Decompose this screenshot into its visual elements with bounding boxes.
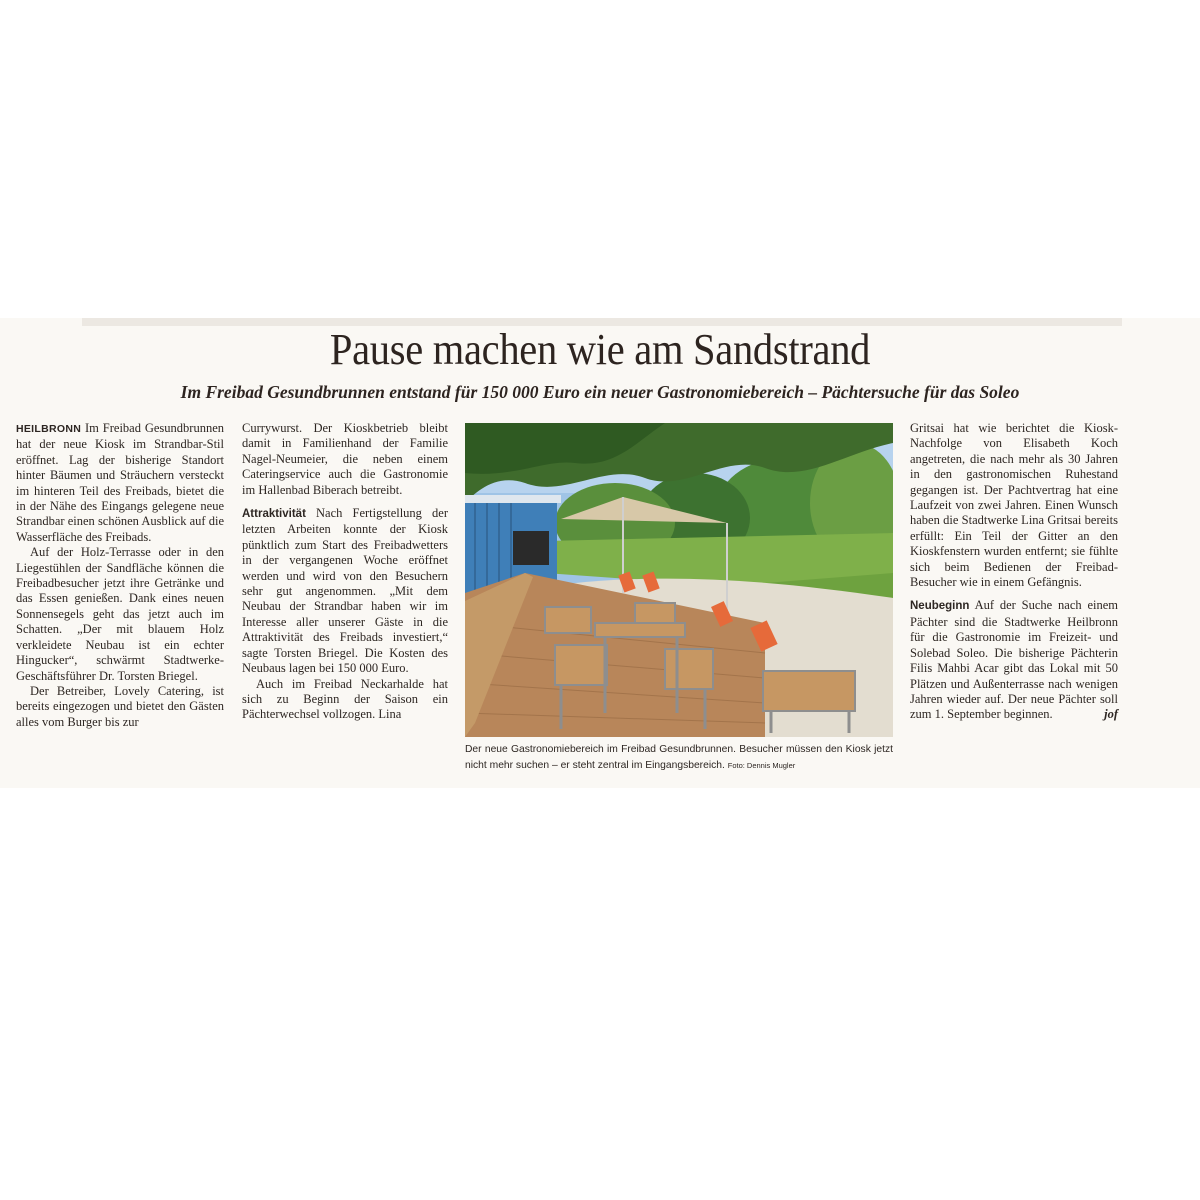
photo-caption <box>465 742 893 774</box>
photo-credit: Foto: Dennis Mugler <box>727 761 796 770</box>
caption-text: Der neue Gastronomiebereich im Freibad Gesundbrunnen. Besucher müssen den Kiosk jetzt nicht mehr suchen – er steht zentral im Eingangsbereich. <box>465 744 893 771</box>
section-text: Auf der Suche nach einem Pächter sind die Stadtwerke Heilbronn für die Gastronomie im Freizeit- und Solebad Soleo. Die bisherige Pächterin Filis Mahbi Acar gibt das Lokal mit 50 Plätzen und Außenterrasse nach wenigen Jahren wieder auf. Der neue Pächter soll zum 1. September beginnen. <box>910 598 1119 722</box>
section-title: Attraktivität <box>242 508 306 521</box>
paragraph <box>16 421 224 545</box>
article-column-4 <box>910 421 1118 723</box>
paragraph: Auch im Freibad Neckarhalde hat sich zu Beginn der Saison ein Pächterwechsel vollzogen. Lina <box>242 676 448 722</box>
paragraph: Gritsai hat wie berichtet die Kiosk-Nachfolge von Elisabeth Koch angetreten, die nach mehr als 30 Jahren in den gastronomischen Ruhestand gegangen ist. Der Pachtvertrag hat eine Laufzeit von zwei Jahren. Einen Wunsch haben die Stadtwerke Lina Gritsai bereits erfüllt: Ein Teil der Gitter an den Kioskfenstern wurden entfernt; sie fühlte sich beim Bedienen der Freibad-Besucher wie in einem Gefängnis. <box>910 421 1118 590</box>
dateline: HEILBRONN <box>16 423 82 435</box>
paragraph-text: Im Freibad Gesundbrunnen hat der neue Kiosk im Strandbar-Stil eröffnet. Lag der bisherige Standort hinter Bäumen und Sträuchern versteckt im hinteren Teil des Freibads, bietet die in der Nähe des Eingangs gelegene neue Strandbar einen schönen Ausblick auf die Wasserfläche des Freibads. <box>16 421 224 544</box>
section-title: Neubeginn <box>910 600 970 613</box>
paragraph: Auf der Holz-Terrasse oder in den Liegestühlen der Sandfläche können die Freibadbesucher jetzt ihre Getränke und das Essen genießen. Dank eines neuen Sonnensegels geht das jetzt auch im Schatten. „Der mit blauem Holz verkleidete Neubau ist ein echter Hingucker“, schwärmt Stadtwerke-Geschäftsführer Dr. Torsten Briegel. <box>16 545 224 683</box>
author-initials: jof <box>1104 707 1118 722</box>
section-text: Nach Fertigstellung der letzten Arbeiten konnte der Kiosk pünktlich zum Start des Freibadwetters in der vergangenen Woche eröffnet werden und wird von den Besuchern sehr gut angenommen. „Mit dem Neubau der Strandbar haben wir im Interesse aller unserer Gäste in die Attraktivität des Freibads investiert,“ sagte Torsten Briegel. Die Kosten des Neubaus lagen bei 150 000 Euro. <box>242 506 448 676</box>
paragraph: Der Betreiber, Lovely Catering, ist bereits eingezogen und bietet den Gästen alles vom Burger bis zur <box>16 683 224 729</box>
newspaper-clipping <box>0 318 1200 788</box>
article-column-1 <box>16 421 224 730</box>
section-paragraph <box>910 598 1118 722</box>
photo-illustration <box>465 423 893 737</box>
article-photo <box>465 423 893 737</box>
section-paragraph <box>242 506 448 676</box>
subheadline: Im Freibad Gesundbrunnen entstand für 150 000 Euro ein neuer Gastronomiebereich – Pächtersuche für das Soleo <box>180 382 1020 402</box>
article-column-2 <box>242 421 448 723</box>
headline: Pause machen wie am Sandstrand <box>329 325 871 374</box>
paragraph: Currywurst. Der Kioskbetrieb bleibt damit in Familienhand der Familie Nagel-Neumeier, die neben einem Cateringservice auch die Gastronomie im Hallenbad Biberach betreibt. <box>242 421 448 497</box>
